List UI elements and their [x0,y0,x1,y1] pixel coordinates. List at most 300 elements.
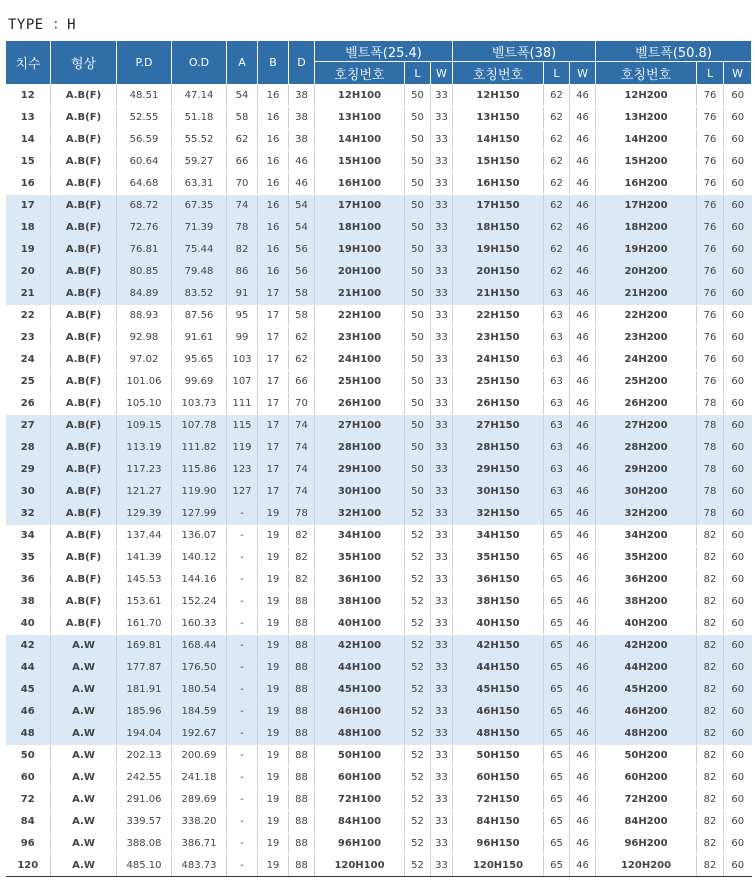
cell-w-25-4: 33 [431,481,453,503]
cell-shape: A.B(F) [51,283,117,305]
cell-b: 16 [258,173,289,195]
cell-l-38: 63 [544,349,570,371]
cell-w-25-4: 33 [431,635,453,657]
cell-part-number-50-8: 25H200 [596,371,697,393]
table-row [6,679,752,701]
cell-part-number-50-8: 23H200 [596,327,697,349]
cell-shape: A.W [51,833,117,855]
cell-part-number-50-8: 17H200 [596,195,697,217]
cell-size: 27 [6,415,51,437]
cell-pd: 117.23 [117,459,172,481]
cell-pd: 194.04 [117,723,172,745]
cell-size: 15 [6,151,51,173]
cell-w-50-8: 60 [724,415,752,437]
cell-l-50-8: 76 [697,195,724,217]
cell-part-number-50-8: 13H200 [596,107,697,129]
cell-d: 88 [289,789,315,811]
cell-w-50-8: 60 [724,195,752,217]
cell-b: 19 [258,635,289,657]
cell-part-number-38: 23H150 [453,327,544,349]
cell-l-38: 63 [544,481,570,503]
header-l: L [544,62,570,85]
cell-w-50-8: 60 [724,437,752,459]
cell-shape: A.W [51,635,117,657]
cell-l-38: 62 [544,195,570,217]
cell-l-25-4: 50 [405,283,431,305]
header-part-number: 호칭번호 [596,62,697,85]
cell-l-25-4: 50 [405,239,431,261]
cell-od: 160.33 [172,613,227,635]
cell-a: 107 [227,371,258,393]
cell-d: 88 [289,855,315,877]
cell-d: 88 [289,679,315,701]
cell-pd: 80.85 [117,261,172,283]
cell-l-50-8: 76 [697,173,724,195]
cell-part-number-38: 21H150 [453,283,544,305]
table-header [6,41,752,85]
cell-size: 18 [6,217,51,239]
table-row [6,635,752,657]
cell-b: 19 [258,591,289,613]
cell-a: 111 [227,393,258,415]
cell-pd: 129.39 [117,503,172,525]
cell-w-38: 46 [570,239,596,261]
cell-b: 19 [258,569,289,591]
header-l: L [405,62,431,85]
cell-w-38: 46 [570,437,596,459]
cell-d: 56 [289,239,315,261]
cell-w-38: 46 [570,701,596,723]
cell-l-25-4: 52 [405,679,431,701]
cell-shape: A.B(F) [51,327,117,349]
cell-w-50-8: 60 [724,789,752,811]
cell-d: 56 [289,261,315,283]
cell-pd: 68.72 [117,195,172,217]
cell-l-25-4: 50 [405,107,431,129]
cell-pd: 97.02 [117,349,172,371]
table-row [6,393,752,415]
header-pd: P.D [117,41,172,85]
cell-part-number-38: 36H150 [453,569,544,591]
cell-part-number-25-4: 21H100 [315,283,405,305]
cell-part-number-25-4: 16H100 [315,173,405,195]
cell-od: 79.48 [172,261,227,283]
cell-size: 20 [6,261,51,283]
cell-b: 19 [258,679,289,701]
cell-part-number-38: 48H150 [453,723,544,745]
cell-part-number-50-8: 50H200 [596,745,697,767]
cell-od: 127.99 [172,503,227,525]
cell-size: 22 [6,305,51,327]
cell-shape: A.W [51,767,117,789]
cell-l-50-8: 82 [697,833,724,855]
cell-shape: A.B(F) [51,459,117,481]
cell-l-38: 62 [544,85,570,107]
cell-w-50-8: 60 [724,107,752,129]
cell-size: 12 [6,85,51,107]
cell-pd: 291.06 [117,789,172,811]
cell-w-25-4: 33 [431,855,453,877]
table-row [6,107,752,129]
cell-size: 46 [6,701,51,723]
cell-part-number-25-4: 24H100 [315,349,405,371]
cell-w-38: 46 [570,833,596,855]
cell-size: 38 [6,591,51,613]
cell-part-number-25-4: 36H100 [315,569,405,591]
cell-l-50-8: 78 [697,415,724,437]
cell-l-50-8: 76 [697,349,724,371]
cell-l-38: 65 [544,745,570,767]
cell-l-50-8: 78 [697,393,724,415]
cell-a: 115 [227,415,258,437]
cell-part-number-25-4: 17H100 [315,195,405,217]
table-row [6,569,752,591]
table-row [6,217,752,239]
cell-a: 74 [227,195,258,217]
cell-l-38: 63 [544,283,570,305]
cell-b: 17 [258,415,289,437]
cell-l-25-4: 52 [405,613,431,635]
cell-size: 35 [6,547,51,569]
cell-size: 60 [6,767,51,789]
cell-l-25-4: 52 [405,525,431,547]
cell-w-38: 46 [570,789,596,811]
cell-part-number-50-8: 22H200 [596,305,697,327]
cell-od: 386.71 [172,833,227,855]
cell-w-25-4: 33 [431,239,453,261]
table-row [6,459,752,481]
cell-d: 82 [289,547,315,569]
cell-l-38: 65 [544,503,570,525]
cell-pd: 92.98 [117,327,172,349]
cell-w-50-8: 60 [724,767,752,789]
table-row [6,657,752,679]
cell-od: 144.16 [172,569,227,591]
cell-d: 88 [289,657,315,679]
cell-l-25-4: 52 [405,767,431,789]
cell-d: 74 [289,481,315,503]
cell-size: 42 [6,635,51,657]
cell-l-25-4: 50 [405,371,431,393]
table-row [6,503,752,525]
cell-l-50-8: 82 [697,745,724,767]
cell-d: 38 [289,107,315,129]
cell-pd: 84.89 [117,283,172,305]
cell-d: 74 [289,459,315,481]
header-belt-width-25-4: 벨트폭(25.4) [315,41,453,62]
cell-l-25-4: 52 [405,503,431,525]
cell-w-50-8: 60 [724,723,752,745]
cell-l-38: 63 [544,371,570,393]
cell-shape: A.B(F) [51,261,117,283]
cell-l-38: 62 [544,173,570,195]
cell-pd: 177.87 [117,657,172,679]
cell-size: 17 [6,195,51,217]
cell-w-38: 46 [570,525,596,547]
cell-d: 88 [289,723,315,745]
cell-part-number-50-8: 40H200 [596,613,697,635]
table-row [6,591,752,613]
cell-w-38: 46 [570,173,596,195]
cell-part-number-38: 19H150 [453,239,544,261]
cell-w-38: 46 [570,811,596,833]
cell-a: 62 [227,129,258,151]
cell-a: 82 [227,239,258,261]
cell-a: - [227,701,258,723]
cell-d: 88 [289,811,315,833]
cell-part-number-38: 17H150 [453,195,544,217]
cell-pd: 109.15 [117,415,172,437]
cell-part-number-25-4: 72H100 [315,789,405,811]
cell-part-number-50-8: 36H200 [596,569,697,591]
cell-part-number-38: 60H150 [453,767,544,789]
cell-part-number-25-4: 32H100 [315,503,405,525]
cell-d: 88 [289,591,315,613]
cell-l-50-8: 76 [697,239,724,261]
header-belt-width-50-8: 벨트폭(50.8) [596,41,752,62]
cell-part-number-38: 32H150 [453,503,544,525]
cell-shape: A.W [51,679,117,701]
cell-part-number-50-8: 60H200 [596,767,697,789]
cell-w-38: 46 [570,679,596,701]
cell-size: 45 [6,679,51,701]
cell-w-25-4: 33 [431,283,453,305]
cell-w-50-8: 60 [724,679,752,701]
cell-b: 17 [258,393,289,415]
cell-b: 19 [258,745,289,767]
cell-b: 16 [258,85,289,107]
cell-d: 62 [289,327,315,349]
cell-part-number-38: 42H150 [453,635,544,657]
cell-d: 46 [289,151,315,173]
cell-l-25-4: 50 [405,85,431,107]
cell-l-50-8: 76 [697,371,724,393]
cell-d: 54 [289,217,315,239]
cell-part-number-25-4: 29H100 [315,459,405,481]
cell-size: 50 [6,745,51,767]
cell-l-38: 65 [544,569,570,591]
cell-w-38: 46 [570,657,596,679]
cell-b: 19 [258,789,289,811]
cell-b: 19 [258,723,289,745]
table-row [6,833,752,855]
cell-shape: A.W [51,657,117,679]
cell-shape: A.B(F) [51,151,117,173]
cell-b: 19 [258,525,289,547]
cell-d: 46 [289,173,315,195]
cell-a: 103 [227,349,258,371]
cell-od: 136.07 [172,525,227,547]
cell-l-25-4: 52 [405,833,431,855]
cell-d: 58 [289,283,315,305]
cell-part-number-25-4: 28H100 [315,437,405,459]
cell-b: 17 [258,459,289,481]
cell-shape: A.B(F) [51,503,117,525]
cell-part-number-38: 46H150 [453,701,544,723]
cell-b: 19 [258,833,289,855]
cell-a: 99 [227,327,258,349]
cell-w-38: 46 [570,85,596,107]
cell-l-25-4: 52 [405,745,431,767]
cell-l-25-4: 52 [405,591,431,613]
table-row [6,151,752,173]
cell-b: 16 [258,217,289,239]
cell-part-number-50-8: 16H200 [596,173,697,195]
cell-a: - [227,635,258,657]
cell-b: 16 [258,129,289,151]
cell-l-25-4: 50 [405,195,431,217]
cell-b: 17 [258,349,289,371]
header-w: W [570,62,596,85]
cell-l-25-4: 50 [405,393,431,415]
cell-b: 16 [258,107,289,129]
cell-a: - [227,525,258,547]
cell-a: - [227,745,258,767]
cell-b: 16 [258,261,289,283]
cell-b: 16 [258,151,289,173]
cell-part-number-25-4: 27H100 [315,415,405,437]
cell-part-number-38: 120H150 [453,855,544,877]
cell-l-38: 62 [544,107,570,129]
cell-part-number-38: 24H150 [453,349,544,371]
cell-l-50-8: 76 [697,283,724,305]
cell-l-38: 65 [544,679,570,701]
cell-l-50-8: 82 [697,635,724,657]
cell-part-number-50-8: 34H200 [596,525,697,547]
cell-l-25-4: 52 [405,701,431,723]
cell-a: - [227,613,258,635]
cell-od: 55.52 [172,129,227,151]
cell-part-number-25-4: 46H100 [315,701,405,723]
cell-w-25-4: 33 [431,459,453,481]
cell-l-38: 65 [544,811,570,833]
cell-a: 78 [227,217,258,239]
cell-l-50-8: 82 [697,855,724,877]
cell-w-38: 46 [570,613,596,635]
cell-shape: A.B(F) [51,349,117,371]
cell-part-number-38: 35H150 [453,547,544,569]
cell-pd: 113.19 [117,437,172,459]
cell-l-50-8: 82 [697,767,724,789]
cell-w-25-4: 33 [431,217,453,239]
cell-d: 78 [289,503,315,525]
cell-part-number-25-4: 34H100 [315,525,405,547]
cell-shape: A.B(F) [51,591,117,613]
cell-od: 119.90 [172,481,227,503]
cell-od: 95.65 [172,349,227,371]
cell-l-25-4: 50 [405,327,431,349]
cell-pd: 60.64 [117,151,172,173]
cell-w-38: 46 [570,195,596,217]
cell-a: - [227,547,258,569]
cell-part-number-50-8: 120H200 [596,855,697,877]
cell-w-50-8: 60 [724,239,752,261]
cell-a: - [227,723,258,745]
cell-a: 58 [227,107,258,129]
cell-size: 23 [6,327,51,349]
cell-pd: 137.44 [117,525,172,547]
cell-l-38: 65 [544,525,570,547]
cell-shape: A.B(F) [51,195,117,217]
cell-od: 99.69 [172,371,227,393]
cell-part-number-50-8: 21H200 [596,283,697,305]
cell-part-number-50-8: 84H200 [596,811,697,833]
cell-a: 119 [227,437,258,459]
table-row [6,525,752,547]
cell-l-25-4: 50 [405,129,431,151]
cell-w-50-8: 60 [724,657,752,679]
cell-l-25-4: 50 [405,415,431,437]
cell-part-number-38: 22H150 [453,305,544,327]
cell-w-25-4: 33 [431,261,453,283]
cell-w-50-8: 60 [724,811,752,833]
cell-part-number-50-8: 42H200 [596,635,697,657]
cell-pd: 169.81 [117,635,172,657]
cell-pd: 88.93 [117,305,172,327]
cell-shape: A.B(F) [51,525,117,547]
cell-b: 17 [258,327,289,349]
cell-w-38: 46 [570,129,596,151]
cell-a: - [227,569,258,591]
cell-w-38: 46 [570,107,596,129]
cell-l-50-8: 82 [697,657,724,679]
cell-part-number-25-4: 35H100 [315,547,405,569]
cell-part-number-50-8: 32H200 [596,503,697,525]
cell-w-25-4: 33 [431,811,453,833]
cell-part-number-50-8: 24H200 [596,349,697,371]
cell-w-25-4: 33 [431,107,453,129]
cell-part-number-38: 28H150 [453,437,544,459]
cell-part-number-38: 18H150 [453,217,544,239]
cell-b: 19 [258,547,289,569]
cell-part-number-50-8: 14H200 [596,129,697,151]
cell-part-number-38: 29H150 [453,459,544,481]
cell-w-38: 46 [570,723,596,745]
cell-part-number-25-4: 38H100 [315,591,405,613]
cell-b: 17 [258,437,289,459]
cell-shape: A.B(F) [51,129,117,151]
cell-w-50-8: 60 [724,283,752,305]
header-w: W [431,62,453,85]
table-body [6,85,752,877]
cell-part-number-50-8: 96H200 [596,833,697,855]
cell-od: 67.35 [172,195,227,217]
cell-od: 180.54 [172,679,227,701]
cell-od: 115.86 [172,459,227,481]
cell-d: 38 [289,85,315,107]
header-shape: 형상 [51,41,117,85]
cell-size: 24 [6,349,51,371]
cell-w-25-4: 33 [431,393,453,415]
cell-od: 111.82 [172,437,227,459]
cell-l-25-4: 50 [405,261,431,283]
cell-od: 184.59 [172,701,227,723]
cell-od: 63.31 [172,173,227,195]
cell-l-25-4: 52 [405,569,431,591]
cell-w-25-4: 33 [431,701,453,723]
table-row [6,349,752,371]
cell-d: 38 [289,129,315,151]
cell-w-38: 46 [570,371,596,393]
cell-l-38: 62 [544,261,570,283]
cell-shape: A.W [51,811,117,833]
cell-pd: 145.53 [117,569,172,591]
cell-l-50-8: 76 [697,305,724,327]
cell-l-38: 65 [544,767,570,789]
cell-b: 19 [258,811,289,833]
cell-l-38: 62 [544,239,570,261]
cell-w-25-4: 33 [431,525,453,547]
